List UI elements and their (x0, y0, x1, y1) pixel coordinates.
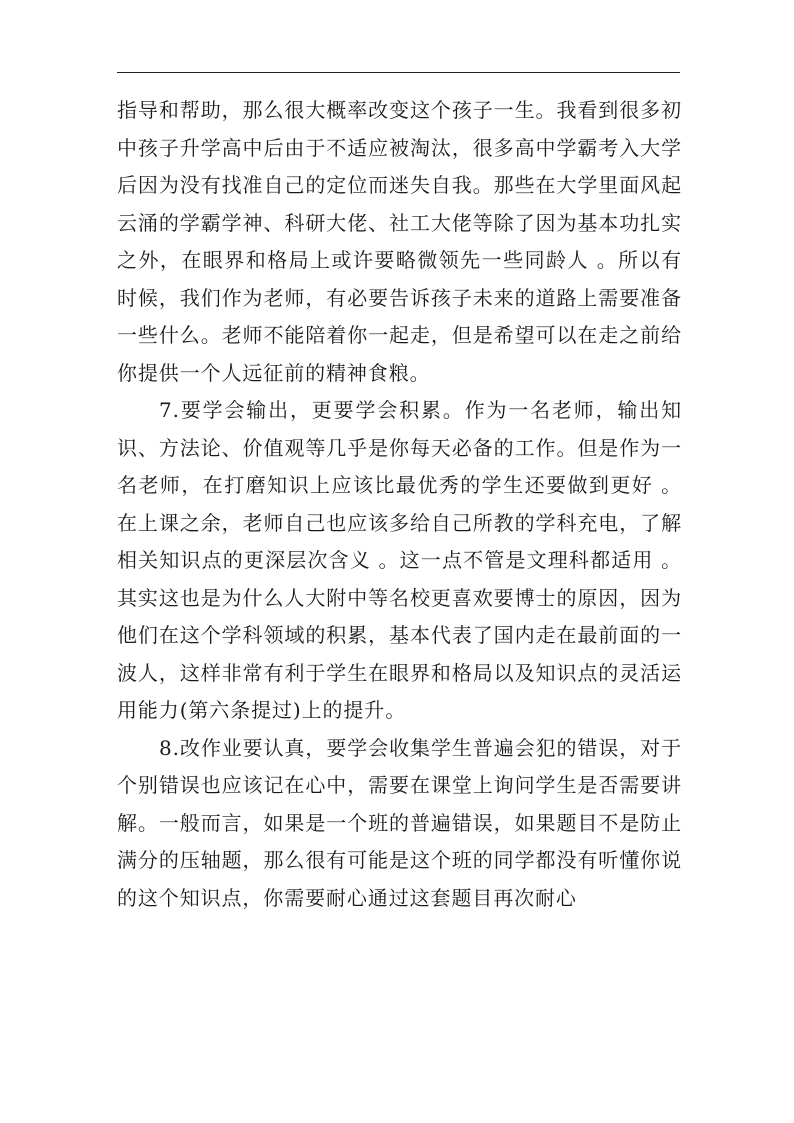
document-body (117, 92, 682, 917)
paragraph-item-8: 8.改作业要认真，要学会收集学生普遍会犯的错误，对于个别错误也应该记在心中，需要在课堂上询问学生是否需要讲解。一般而言，如果是一个班的普遍错误，如果题目不是防止满分的压轴题，那么很有可能是这个班的同学都没有听懂你说的这个知识点，你需要耐心通过这套题目再次耐心 (117, 735, 682, 910)
header-rule (117, 72, 680, 73)
paragraph-continued: 指导和帮助，那么很大概率改变这个孩子一生。我看到很多初中孩子升学高中后由于不适应被淘汰，很多高中学霸考入大学后因为没有找准自己的定位而迷失自我。那些在大学里面风起云涌的学霸学神、科研大佬、社工大佬等除了因为基本功扎实之外，在眼界和格局上或许要略微领先一些同龄人 。所以有时候，我们作为老师，有必要告诉孩子未来的道路上需要准备一些什么。老师不能陪着你一起走，但是希望可以在走之前给你提供一个人远征前的精神食粮。 (117, 98, 682, 385)
paragraph-item-7: 7.要学会输出，更要学会积累。作为一名老师，输出知识、方法论、价值观等几乎是你每天必备的工作。但是作为一名老师，在打磨知识上应该比最优秀的学生还要做到更好 。在上课之余，老师自己也应该多给自己所教的学科充电，了解相关知识点的更深层次含义 。这一点不管是文理科都适用 。其实这也是为什么人大附中等名校更喜欢要博士的原因，因为他们在这个学科领域的积累，基本代表了国内走在最前面的一波人，这样非常有利于学生在眼界和格局以及知识点的灵活运用能力(第六条提过)上的提升。 (117, 398, 682, 722)
